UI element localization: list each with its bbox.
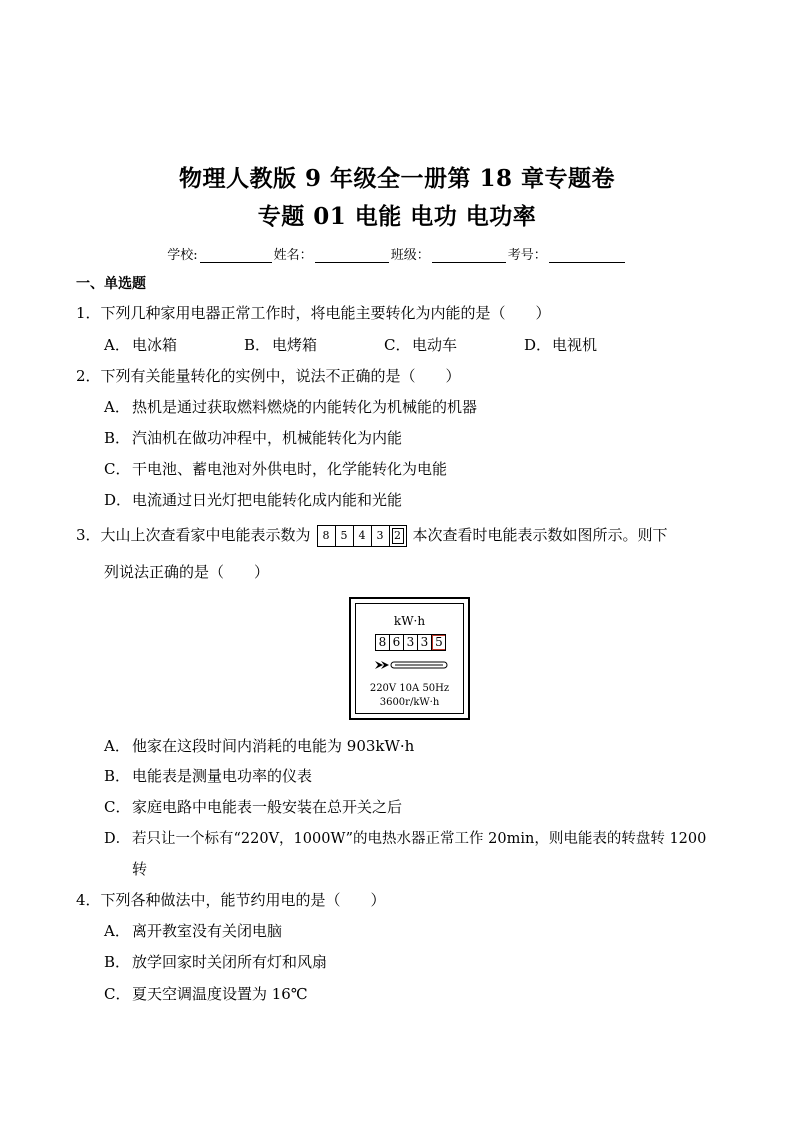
question-3-option-a[interactable] — [104, 735, 414, 756]
section-heading: 一、单选题 — [76, 276, 146, 292]
name-blank[interactable] — [315, 248, 389, 263]
option-letter: B． — [104, 429, 131, 447]
option-letter: C． — [384, 336, 411, 354]
question-1-option-c[interactable] — [384, 334, 457, 355]
option-letter: B． — [104, 767, 131, 785]
meter-unit-label: kW·h — [393, 614, 426, 628]
option-text: 放学回家时关闭所有灯和风扇 — [132, 953, 328, 971]
question-3-stem-after: 本次查看时电能表示数如图所示。则下 — [412, 526, 668, 544]
question-2-option-b[interactable] — [104, 427, 402, 448]
meter-digit: 3 — [404, 635, 418, 650]
question-3-option-b[interactable] — [104, 765, 312, 786]
meter-digit-decimal: 5 — [432, 635, 445, 650]
option-text: 电冰箱 — [132, 336, 178, 354]
option-text: 若只让一个标有“220V，1000W”的电热水器正常工作 20min，则电能表的转盘转 1200 — [132, 831, 707, 847]
option-letter: C． — [104, 985, 131, 1003]
question-3-stem-line2: 列说法正确的是（ ） — [104, 563, 270, 581]
option-letter: A． — [104, 737, 130, 755]
question-2-option-c[interactable] — [104, 458, 447, 479]
question-3-option-d-continued: 转 — [132, 860, 148, 878]
question-1-option-b[interactable] — [244, 334, 317, 355]
option-text: 他家在这段时间内消耗的电能为 903kW·h — [132, 737, 415, 755]
option-text: 热机是通过获取燃料燃烧的内能转化为机械能的机器 — [132, 398, 478, 416]
question-2-option-a[interactable] — [104, 396, 477, 417]
electric-meter-figure — [349, 597, 470, 720]
option-text: 离开教室没有关闭电脑 — [132, 922, 283, 940]
meter-disk-arrow-icon — [375, 659, 451, 671]
option-text: 电视机 — [552, 336, 598, 354]
question-1-option-d[interactable] — [524, 334, 597, 355]
option-text: 电烤箱 — [272, 336, 318, 354]
option-letter: B． — [244, 336, 271, 354]
option-text: 夏天空调温度设置为 16℃ — [132, 985, 308, 1003]
option-letter: D． — [104, 491, 132, 509]
question-4-stem: 4．下列各种做法中，能节约用电的是（ ） — [76, 891, 386, 909]
name-label: 姓名： — [273, 248, 313, 263]
reading-digit: 5 — [336, 526, 354, 546]
question-2-option-d[interactable] — [104, 489, 402, 510]
school-label: 学校: — [167, 248, 198, 263]
option-text: 电流通过日光灯把电能转化成内能和光能 — [132, 491, 403, 509]
question-4-option-b[interactable] — [104, 951, 327, 972]
meter-rating: 220V 10A 50Hz — [369, 683, 450, 694]
meter-digit: 8 — [376, 635, 390, 650]
student-info-line — [0, 244, 794, 263]
reading-digit: 3 — [372, 526, 390, 546]
question-3-stem — [76, 524, 668, 547]
question-2-stem: 2．下列有关能量转化的实例中，说法不正确的是（ ） — [76, 367, 461, 385]
reading-digit: 4 — [354, 526, 372, 546]
option-text: 汽油机在做功冲程中，机械能转化为内能 — [132, 429, 403, 447]
option-letter: A． — [104, 922, 130, 940]
option-letter: A． — [104, 398, 130, 416]
exam-no-label: 考号： — [507, 248, 547, 263]
option-text: 干电池、蓄电池对外供电时，化学能转化为电能 — [132, 460, 448, 478]
school-blank[interactable] — [200, 248, 272, 263]
question-3-option-d[interactable] — [104, 827, 706, 848]
meter-digit: 3 — [418, 635, 432, 650]
meter-panel — [355, 603, 464, 714]
class-blank[interactable] — [432, 248, 506, 263]
question-4-option-a[interactable] — [104, 920, 282, 941]
question-3-stem-before: 3．大山上次查看家中电能表示数为 — [76, 526, 311, 544]
exam-subtitle: 专题 01 电能 电功 电功率 — [257, 203, 537, 230]
exam-no-blank[interactable] — [549, 248, 625, 263]
meter-reading — [375, 634, 446, 651]
question-1-stem: 1．下列几种家用电器正常工作时，将电能主要转化为内能的是（ ） — [76, 304, 551, 322]
class-label: 班级： — [390, 248, 430, 263]
option-text: 家庭电路中电能表一般安装在总开关之后 — [132, 798, 403, 816]
option-letter: C． — [104, 460, 131, 478]
option-text: 电动车 — [412, 336, 458, 354]
meter-constant: 3600r/kW·h — [379, 697, 440, 708]
option-text: 电能表是测量电功率的仪表 — [132, 767, 313, 785]
exam-title: 物理人教版 9 年级全一册第 18 章专题卷 — [178, 165, 616, 192]
meter-digit: 6 — [390, 635, 404, 650]
question-4-option-c[interactable] — [104, 983, 308, 1004]
question-1-option-a[interactable] — [104, 334, 177, 355]
option-letter: A． — [104, 336, 130, 354]
option-letter: D． — [104, 831, 131, 847]
option-letter: C． — [104, 798, 131, 816]
previous-meter-reading — [317, 525, 407, 547]
reading-digit: 8 — [318, 526, 336, 546]
reading-digit-decimal: 2 — [390, 526, 406, 546]
option-letter: B． — [104, 953, 131, 971]
option-letter: D． — [524, 336, 552, 354]
question-3-option-c[interactable] — [104, 796, 402, 817]
